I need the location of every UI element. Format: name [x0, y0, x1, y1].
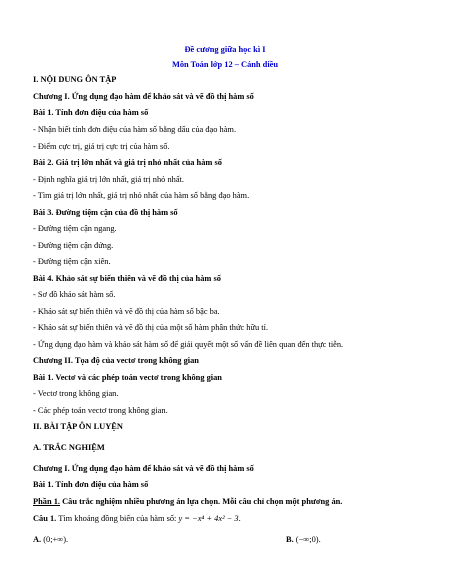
- option-b-value: (−∞;0).: [293, 535, 321, 544]
- chapter-2-heading: Chương II. Tọa độ của vectơ trong không gian: [33, 356, 199, 365]
- list-item: - Vectơ trong không gian.: [33, 389, 119, 398]
- document-subtitle: Môn Toán lớp 12 – Cánh diều: [171, 60, 279, 69]
- section-heading-exercises: II. BÀI TẬP ÔN LUYỆN: [33, 422, 123, 431]
- lesson-4-heading: Bài 4. Khảo sát sự biến thiên và vẽ đồ thị của hàm số: [33, 274, 221, 283]
- subsection-multiple-choice: A. TRẮC NGHIỆM: [33, 443, 105, 452]
- list-item: - Khảo sát sự biến thiên và vẽ đồ thị của hàm số bậc ba.: [33, 307, 220, 316]
- list-item: - Đường tiệm cận ngang.: [33, 224, 117, 233]
- list-item: - Nhận biết tính đơn điệu của hàm số bằng dấu của đạo hàm.: [33, 125, 237, 134]
- option-b-label: B.: [286, 535, 294, 544]
- lesson-3-heading: Bài 3. Đường tiệm cận của đồ thị hàm số: [33, 208, 178, 217]
- lesson-2-heading: Bài 2. Giá trị lớn nhất và giá trị nhỏ nhất của hàm số: [33, 158, 222, 167]
- question-1-text: Tìm khoảng đồng biến của hàm số:: [56, 514, 179, 523]
- list-item: - Ứng dụng đạo hàm và khảo sát hàm số để giải quyết một số vấn đề liên quan đến thực tiễn.: [33, 340, 344, 349]
- section-heading-content: I. NỘI DUNG ÔN TẬP: [33, 75, 117, 84]
- list-item: - Đường tiệm cận đứng.: [33, 241, 114, 250]
- option-b: [286, 534, 321, 545]
- part-1-label: Phần 1.: [33, 497, 60, 506]
- list-item: - Khảo sát sự biến thiên và vẽ đồ thị của một số hàm phân thức hữu tỉ.: [33, 323, 269, 332]
- lesson-1-heading: Bài 1. Tính đơn điệu của hàm số: [33, 108, 149, 117]
- list-item: - Định nghĩa giá trị lớn nhất, giá trị nhỏ nhất.: [33, 175, 184, 184]
- chapter-2-lesson-1-heading: Bài 1. Vectơ và các phép toán vectơ trong không gian: [33, 373, 222, 382]
- option-a-value: (0;+∞).: [41, 535, 69, 544]
- lesson-1-heading-repeat: Bài 1. Tính đơn điệu của hàm số: [33, 480, 149, 489]
- list-item: - Đường tiệm cận xiên.: [33, 257, 111, 266]
- list-item: - Sơ đồ khảo sát hàm số.: [33, 290, 116, 299]
- document-title: Đề cương giữa học kì I: [184, 45, 266, 54]
- question-1-label: Câu 1.: [33, 514, 57, 523]
- list-item: - Điểm cực trị, giá trị cực trị của hàm số.: [33, 142, 170, 151]
- list-item: - Các phép toán vectơ trong không gian.: [33, 406, 168, 415]
- question-1: [33, 513, 426, 524]
- question-1-formula: y = −x⁴ + 4x² − 3: [178, 514, 239, 523]
- part-1-instruction: [33, 496, 426, 507]
- question-1-options: [33, 534, 426, 545]
- part-1-text: Câu trắc nghiệm nhiều phương án lựa chọn. Mỗi câu chỉ chọn một phương án.: [60, 497, 343, 506]
- list-item: - Tìm giá trị lớn nhất, giá trị nhỏ nhất của hàm số bằng đạo hàm.: [33, 191, 250, 200]
- question-1-end: .: [238, 514, 241, 523]
- chapter-1-heading: Chương I. Ứng dụng đạo hàm để khảo sát và vẽ đồ thị hàm số: [33, 92, 254, 101]
- option-a-label: A.: [33, 535, 42, 544]
- option-a: [33, 535, 68, 544]
- chapter-1-heading-repeat: Chương I. Ứng dụng đạo hàm để khảo sát và vẽ đồ thị hàm số: [33, 464, 254, 473]
